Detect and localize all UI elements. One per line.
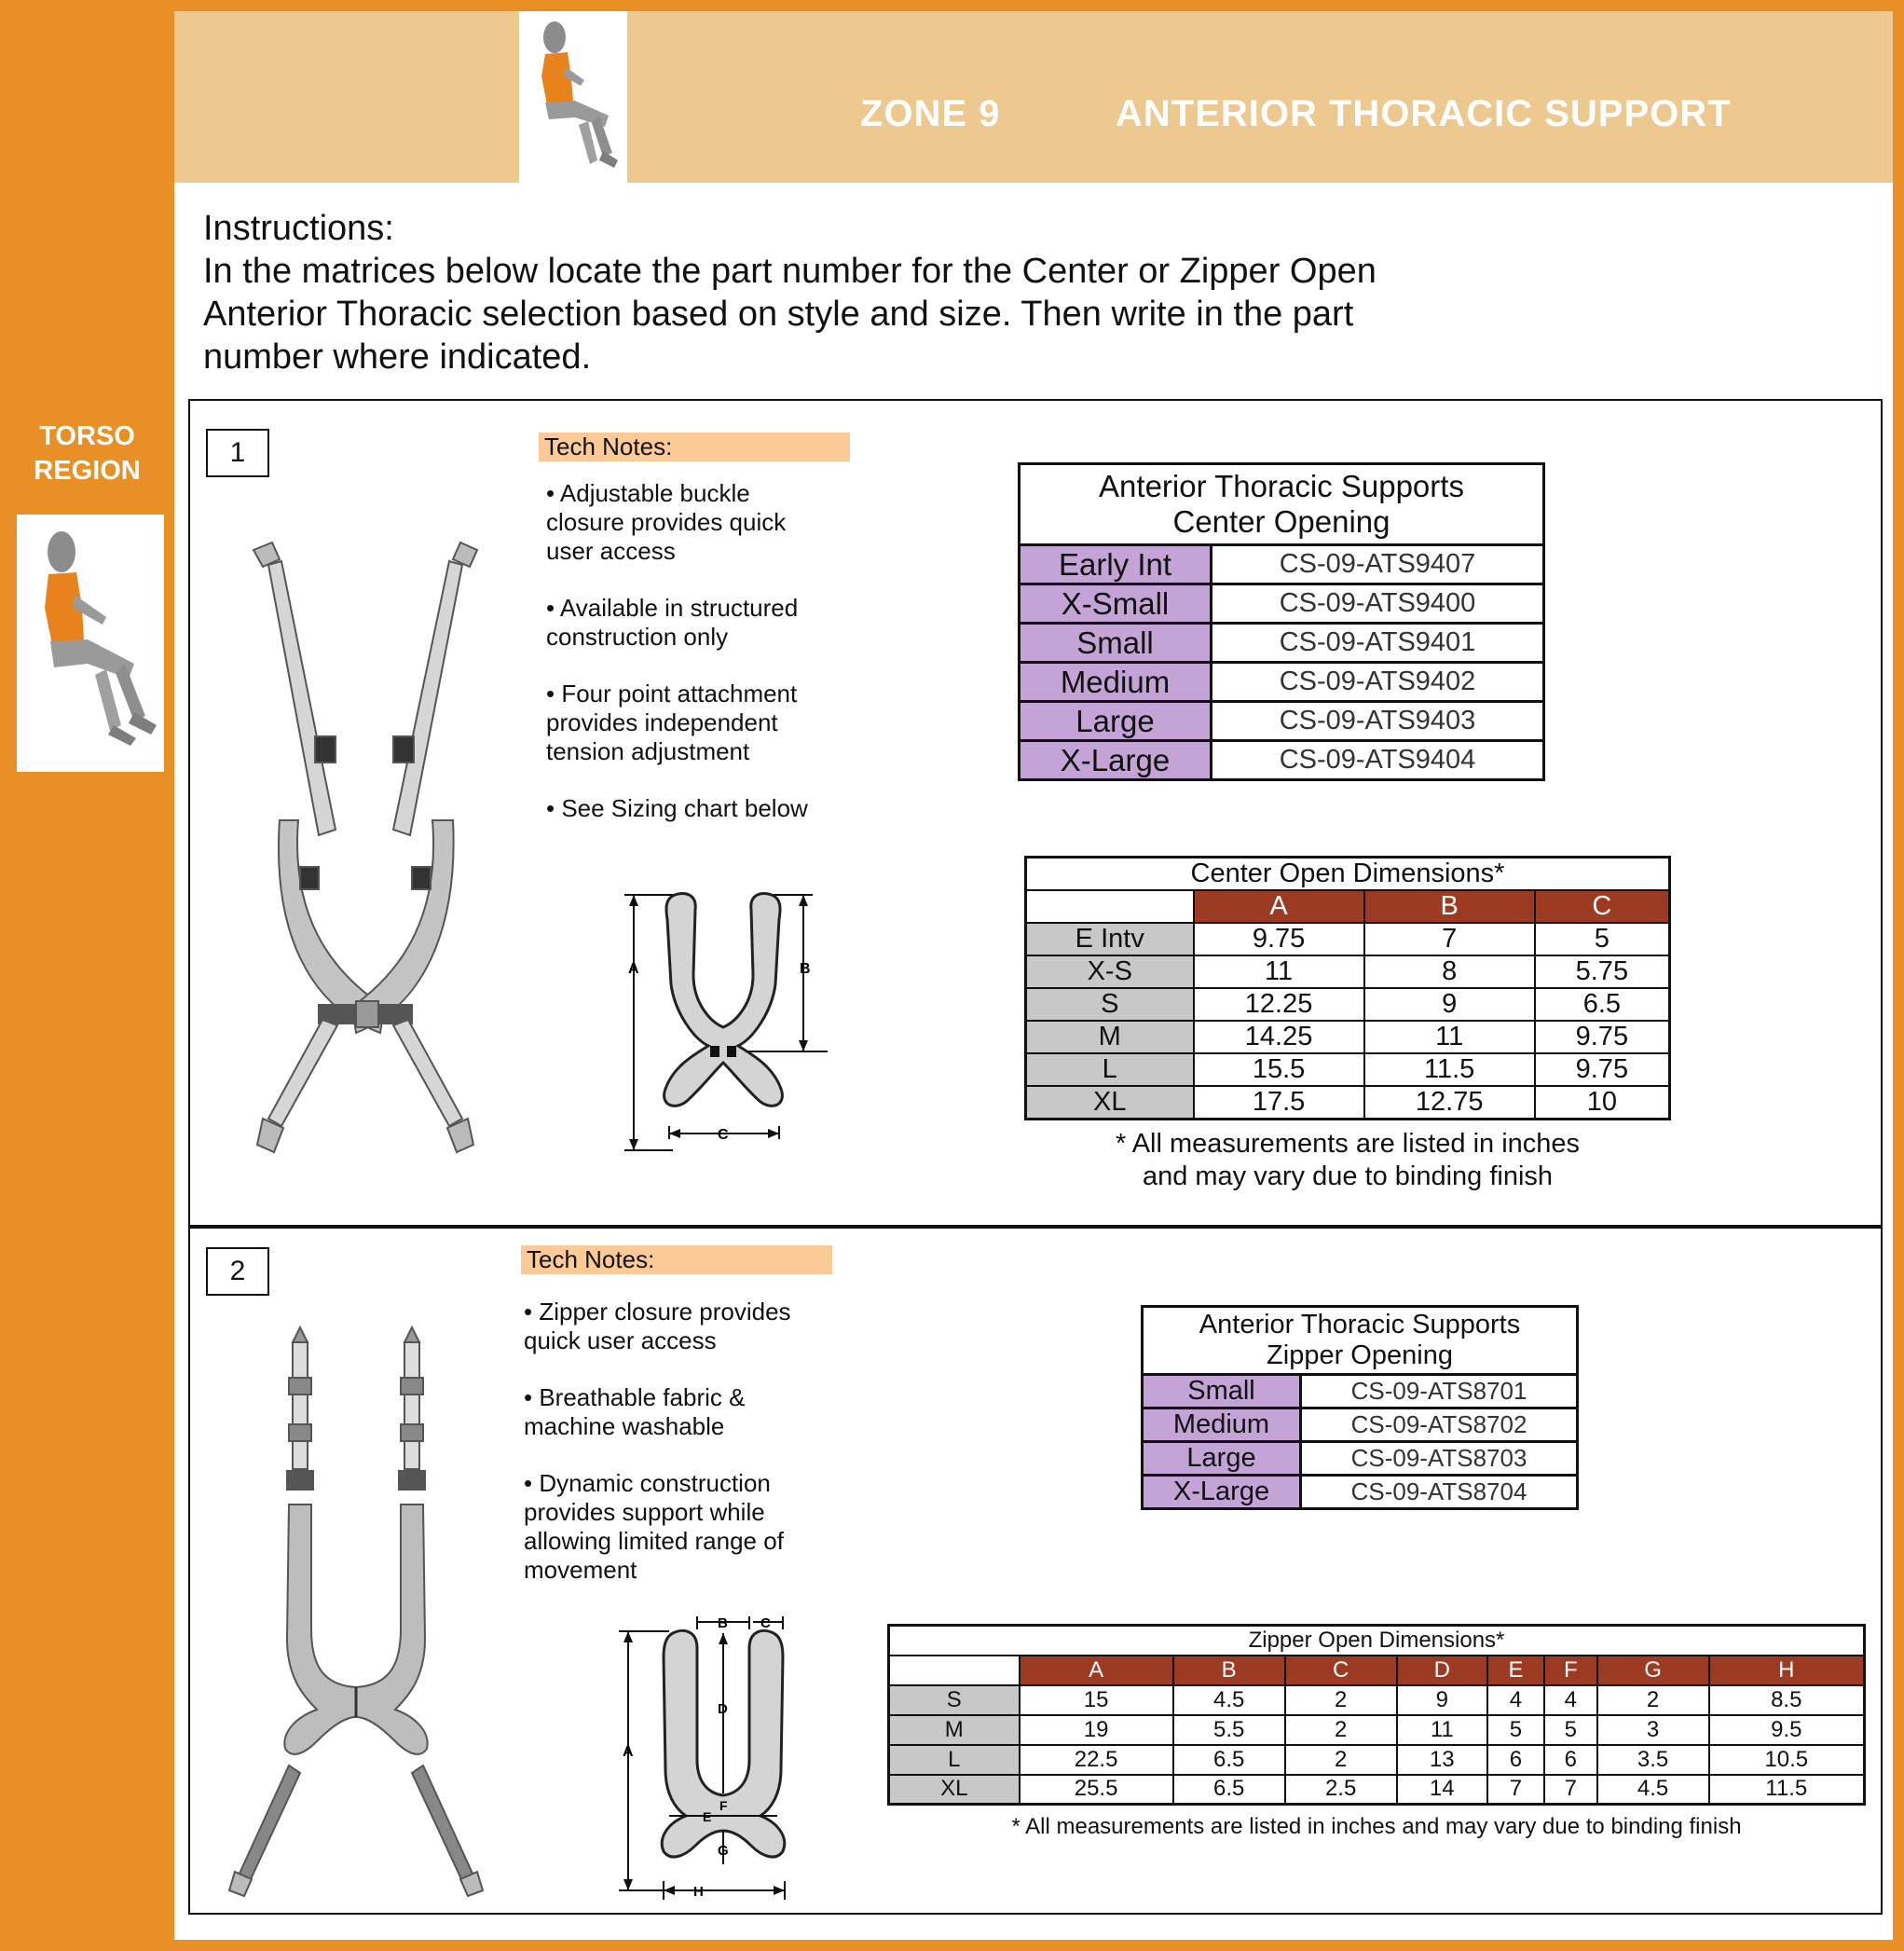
measurement-note — [1024, 1128, 1671, 1193]
table-cell: 10.5 — [1709, 1745, 1865, 1775]
part-number-cell: CS-09-ATS9404 — [1212, 741, 1544, 780]
table-cell: 14.25 — [1194, 1021, 1364, 1053]
size-cell: Early Int — [1020, 545, 1212, 584]
table-row — [889, 1715, 1865, 1745]
size-cell: Large — [1143, 1442, 1301, 1476]
part-number-cell: CS-09-ATS8702 — [1301, 1408, 1578, 1442]
size-cell: Small — [1143, 1375, 1301, 1408]
table-cell: 9.75 — [1535, 1021, 1670, 1053]
table-cell: 11.5 — [1709, 1775, 1865, 1805]
instructions-heading: Instructions: — [203, 209, 394, 248]
table-title — [1020, 464, 1544, 545]
part-number-cell: CS-09-ATS9401 — [1212, 624, 1544, 663]
table-cell: 6.5 — [1173, 1745, 1285, 1775]
row-header: X-S — [1026, 955, 1194, 988]
table-cell: 2 — [1285, 1745, 1397, 1775]
part-number-cell: CS-09-ATS8704 — [1301, 1476, 1578, 1509]
top-frame-bar — [0, 0, 1904, 11]
right-frame-bar — [1893, 0, 1904, 1951]
table-cell: 15.5 — [1194, 1053, 1364, 1086]
row-header: S — [889, 1685, 1020, 1715]
table-cell: 11 — [1397, 1715, 1487, 1745]
page-header — [174, 11, 1893, 183]
table-cell: 2 — [1285, 1685, 1397, 1715]
part-number-cell: CS-09-ATS8701 — [1301, 1375, 1578, 1408]
row-header: M — [889, 1715, 1020, 1745]
part-number-cell: CS-09-ATS9400 — [1212, 584, 1544, 624]
table-row — [1026, 1053, 1670, 1086]
table-cell: 14 — [1397, 1775, 1487, 1805]
table-title-line2: Center Opening — [1172, 504, 1390, 539]
table-row — [1026, 955, 1670, 988]
table-cell: 6.5 — [1173, 1775, 1285, 1805]
column-header: D — [1397, 1656, 1487, 1685]
table-cell: 5 — [1544, 1715, 1597, 1745]
table-title-line2: Zipper Opening — [1267, 1340, 1453, 1370]
column-header: A — [1194, 890, 1364, 923]
table-header-row — [1026, 890, 1670, 923]
table-cell: 9.5 — [1709, 1715, 1865, 1745]
table-cell: 8.5 — [1709, 1685, 1865, 1715]
center-dimension-diagram — [608, 882, 831, 1171]
center-opening-parts-table — [1018, 462, 1545, 781]
measurement-note-line2: and may vary due to binding finish — [1142, 1161, 1554, 1191]
section-center-opening — [188, 399, 1883, 1227]
instructions-line: Anterior Thoracic selection based on style and size. Then write in the part — [203, 295, 1354, 334]
blank-cell — [1026, 890, 1194, 923]
part-number-cell: CS-09-ATS8703 — [1301, 1442, 1578, 1476]
table-title: Center Open Dimensions* — [1026, 858, 1670, 891]
column-header: E — [1487, 1656, 1544, 1685]
size-cell: Medium — [1020, 663, 1212, 702]
blank-cell — [889, 1656, 1020, 1685]
bottom-frame-bar — [0, 1940, 1904, 1951]
table-title-row — [1143, 1307, 1578, 1375]
dim-label-d: D — [718, 1701, 728, 1717]
table-row — [1020, 545, 1544, 584]
size-cell: X-Large — [1020, 741, 1212, 780]
column-header: F — [1544, 1656, 1597, 1685]
row-header: S — [1026, 988, 1194, 1021]
table-row — [1143, 1375, 1578, 1408]
table-title-row — [1026, 858, 1670, 891]
table-title-row — [1020, 464, 1544, 545]
table-cell: 12.75 — [1364, 1086, 1535, 1120]
table-row — [1143, 1408, 1578, 1442]
instructions — [203, 207, 1694, 378]
table-cell: 8 — [1364, 955, 1535, 988]
table-cell: 4.5 — [1173, 1685, 1285, 1715]
table-cell: 4 — [1487, 1685, 1544, 1715]
size-cell: Small — [1020, 624, 1212, 663]
table-row — [1020, 741, 1544, 780]
page-title: ANTERIOR THORACIC SUPPORT — [1116, 93, 1732, 134]
table-row — [1020, 624, 1544, 663]
tech-note-item: • Breathable fabric & machine washable — [524, 1383, 746, 1440]
torso-figure-icon — [17, 515, 164, 772]
tech-notes-label: Tech Notes: — [521, 1245, 832, 1274]
column-header: A — [1020, 1656, 1173, 1685]
table-cell: 22.5 — [1020, 1745, 1173, 1775]
table-cell: 4 — [1544, 1685, 1597, 1715]
table-cell: 9.75 — [1535, 1053, 1670, 1086]
table-cell: 17.5 — [1194, 1086, 1364, 1120]
table-cell: 19 — [1020, 1715, 1173, 1745]
row-header: L — [889, 1745, 1020, 1775]
table-row — [889, 1685, 1865, 1715]
column-header: G — [1597, 1656, 1709, 1685]
part-number-cell: CS-09-ATS9407 — [1212, 545, 1544, 584]
dim-label-h: H — [693, 1884, 704, 1900]
table-title — [1143, 1307, 1578, 1375]
tech-note-item: • Four point attachment provides independent tension adjustment — [546, 680, 798, 765]
center-open-dimensions-table — [1024, 856, 1671, 1120]
dim-label-e: E — [703, 1809, 712, 1824]
table-cell: 9 — [1397, 1685, 1487, 1715]
table-cell: 4.5 — [1597, 1775, 1709, 1805]
tech-note-item: • See Sizing chart below — [546, 794, 808, 822]
table-cell: 15 — [1020, 1685, 1173, 1715]
section-zipper-opening — [188, 1227, 1883, 1915]
table-cell: 5 — [1487, 1715, 1544, 1745]
instructions-line: In the matrices below locate the part number for the Center or Zipper Open — [203, 252, 1377, 291]
region-label-line2: REGION — [34, 456, 141, 486]
tech-note-item: • Available in structured construction only — [546, 594, 799, 651]
tech-notes-list — [524, 1298, 859, 1613]
table-cell: 5.5 — [1173, 1715, 1285, 1745]
column-header: H — [1709, 1656, 1865, 1685]
table-cell: 9.75 — [1194, 923, 1364, 955]
table-cell: 3 — [1597, 1715, 1709, 1745]
part-number-cell: CS-09-ATS9403 — [1212, 702, 1544, 741]
tech-note-item: • Adjustable buckle closure provides quick user access — [546, 479, 787, 565]
table-cell: 12.25 — [1194, 988, 1364, 1021]
table-cell: 2.5 — [1285, 1775, 1397, 1805]
part-number-cell: CS-09-ATS9402 — [1212, 663, 1544, 702]
table-cell: 25.5 — [1020, 1775, 1173, 1805]
column-header: C — [1285, 1656, 1397, 1685]
zone-label: ZONE 9 — [860, 93, 1001, 134]
column-header: B — [1173, 1656, 1285, 1685]
table-cell: 6 — [1544, 1745, 1597, 1775]
table-title-line1: Anterior Thoracic Supports — [1099, 469, 1464, 503]
section-number: 1 — [206, 429, 269, 477]
measurement-note-line1: * All measurements are listed in inches — [1115, 1129, 1581, 1159]
zipper-dimension-diagram — [608, 1611, 831, 1909]
table-header-row — [889, 1656, 1865, 1685]
table-cell: 7 — [1487, 1775, 1544, 1805]
table-row — [1143, 1476, 1578, 1509]
zipper-opening-parts-table — [1141, 1305, 1579, 1510]
dim-label-g: G — [718, 1843, 729, 1859]
table-cell: 13 — [1397, 1745, 1487, 1775]
table-row — [1020, 584, 1544, 624]
table-cell: 5.75 — [1535, 955, 1670, 988]
tech-note-item: • Zipper closure provides quick user access — [524, 1298, 791, 1354]
table-row — [889, 1745, 1865, 1775]
seated-figure-icon — [519, 11, 627, 194]
size-cell: X-Large — [1143, 1476, 1301, 1509]
table-cell: 7 — [1544, 1775, 1597, 1805]
dim-label-b: B — [800, 961, 811, 977]
table-cell: 2 — [1285, 1715, 1397, 1745]
tech-note-item: • Dynamic construction provides support while allowing limited range of movement — [524, 1469, 784, 1584]
table-cell: 2 — [1597, 1685, 1709, 1715]
dim-label-c: C — [760, 1615, 771, 1631]
dim-label-c: C — [718, 1127, 729, 1143]
table-title-row — [889, 1626, 1865, 1656]
table-cell: 11 — [1194, 955, 1364, 988]
tech-notes-list — [546, 479, 863, 851]
table-cell: 9 — [1364, 988, 1535, 1021]
table-title: Zipper Open Dimensions* — [889, 1626, 1865, 1656]
table-row — [1026, 1086, 1670, 1120]
table-cell: 3.5 — [1597, 1745, 1709, 1775]
row-header: L — [1026, 1053, 1194, 1086]
table-cell: 5 — [1535, 923, 1670, 955]
dim-label-a: A — [628, 961, 639, 977]
table-cell: 6 — [1487, 1745, 1544, 1775]
zipper-open-dimensions-table — [887, 1624, 1866, 1806]
row-header: XL — [1026, 1086, 1194, 1120]
table-cell: 11.5 — [1364, 1053, 1535, 1086]
table-cell: 10 — [1535, 1086, 1670, 1120]
table-cell: 11 — [1364, 1021, 1535, 1053]
table-row — [1026, 1021, 1670, 1053]
table-cell: 6.5 — [1535, 988, 1670, 1021]
row-header: E Intv — [1026, 923, 1194, 955]
table-cell: 7 — [1364, 923, 1535, 955]
left-frame-bar — [0, 0, 174, 1951]
row-header: M — [1026, 1021, 1194, 1053]
instructions-line: number where indicated. — [203, 337, 592, 377]
table-row — [1020, 702, 1544, 741]
table-row — [1143, 1442, 1578, 1476]
table-row — [1026, 988, 1670, 1021]
table-row — [1026, 923, 1670, 955]
size-cell: Large — [1020, 702, 1212, 741]
dim-label-f: F — [719, 1798, 728, 1813]
dim-label-a: A — [623, 1744, 634, 1760]
section-number: 2 — [206, 1247, 269, 1296]
region-label-line1: TORSO — [39, 421, 135, 451]
tech-notes-label: Tech Notes: — [539, 433, 850, 461]
column-header: B — [1364, 890, 1535, 923]
zipper-harness-illustration — [203, 1322, 501, 1900]
size-cell: Medium — [1143, 1408, 1301, 1442]
table-row — [1020, 663, 1544, 702]
measurement-note: * All measurements are listed in inches and may vary due to binding finish — [1011, 1814, 1742, 1839]
table-title-line1: Anterior Thoracic Supports — [1199, 1310, 1521, 1340]
size-cell: X-Small — [1020, 584, 1212, 624]
column-header: C — [1535, 890, 1670, 923]
row-header: XL — [889, 1775, 1020, 1805]
table-row — [889, 1775, 1865, 1805]
dim-label-b: B — [718, 1615, 728, 1631]
region-label — [0, 419, 174, 488]
